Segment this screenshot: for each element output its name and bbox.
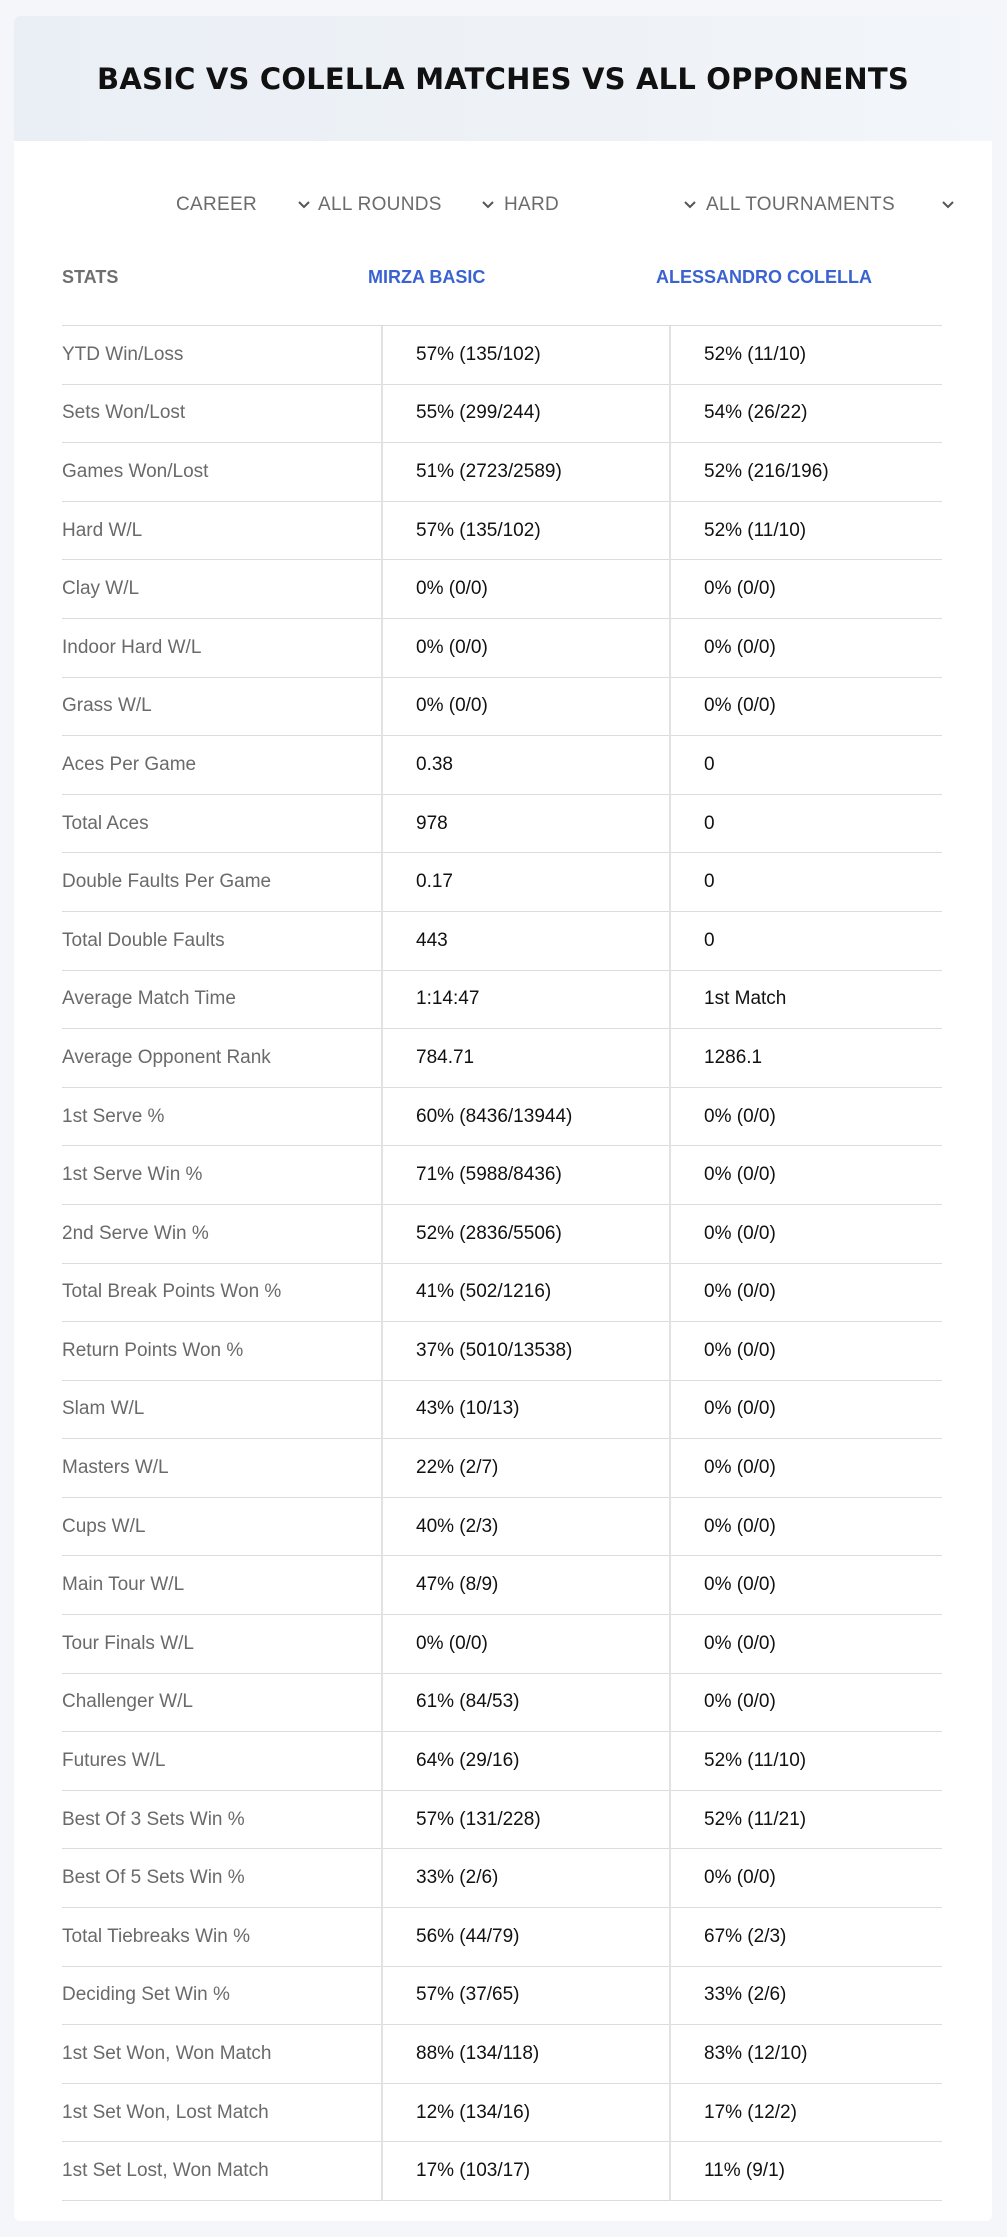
stat-label: Best Of 3 Sets Win % bbox=[62, 1808, 245, 1830]
stat-label: Tour Finals W/L bbox=[62, 1632, 194, 1654]
chevron-down-icon bbox=[682, 197, 698, 213]
stat-label: 1st Set Won, Won Match bbox=[62, 2043, 272, 2065]
stat-label: Return Points Won % bbox=[62, 1339, 244, 1361]
player1-value: 978 bbox=[416, 812, 448, 834]
stat-label: Aces Per Game bbox=[62, 753, 197, 775]
table-row bbox=[62, 1264, 942, 1323]
player1-value: 60% (8436/13944) bbox=[416, 1105, 573, 1127]
surface-select-label: HARD bbox=[504, 194, 560, 215]
table-row bbox=[62, 1849, 942, 1908]
player2-value: 17% (12/2) bbox=[704, 2101, 797, 2123]
player1-value: 57% (131/228) bbox=[416, 1808, 541, 1830]
table-row bbox=[62, 971, 942, 1030]
table-row bbox=[62, 1205, 942, 1264]
player2-value: 0 bbox=[704, 929, 715, 951]
player1-value: 12% (134/16) bbox=[416, 2101, 531, 2123]
player2-value: 67% (2/3) bbox=[704, 1925, 787, 1947]
player1-value: 17% (103/17) bbox=[416, 2160, 531, 2182]
table-row bbox=[62, 1029, 942, 1088]
stat-label: Indoor Hard W/L bbox=[62, 636, 202, 658]
card-header bbox=[14, 16, 992, 141]
player1-value: 443 bbox=[416, 929, 448, 951]
player1-value: 88% (134/118) bbox=[416, 2043, 540, 2065]
player2-value: 83% (12/10) bbox=[704, 2043, 808, 2065]
chevron-down-icon bbox=[940, 197, 956, 213]
player1-value: 22% (2/7) bbox=[416, 1457, 499, 1479]
player1-value: 37% (5010/13538) bbox=[416, 1339, 573, 1361]
player1-value: 0% (0/0) bbox=[416, 1632, 488, 1654]
player2-value: 0% (0/0) bbox=[704, 1339, 776, 1361]
stats-table bbox=[62, 244, 942, 2201]
player2-link[interactable]: ALESSANDRO COLELLA bbox=[656, 267, 872, 287]
stat-label: Main Tour W/L bbox=[62, 1574, 185, 1596]
page-title: BASIC VS COLELLA MATCHES VS ALL OPPONENTS bbox=[97, 61, 909, 96]
stat-label: 1st Serve % bbox=[62, 1105, 165, 1127]
table-row bbox=[62, 2142, 942, 2201]
table-row bbox=[62, 1674, 942, 1733]
player2-value: 0% (0/0) bbox=[704, 1632, 776, 1654]
player2-value: 0% (0/0) bbox=[704, 1691, 776, 1713]
table-row bbox=[62, 1908, 942, 1967]
player1-value: 57% (135/102) bbox=[416, 343, 541, 365]
player2-value: 0% (0/0) bbox=[704, 578, 776, 600]
stats-card bbox=[14, 16, 992, 2221]
player2-value: 0% (0/0) bbox=[704, 1164, 776, 1186]
table-row bbox=[62, 912, 942, 971]
player1-value: 1:14:47 bbox=[416, 988, 480, 1010]
stat-label: Challenger W/L bbox=[62, 1691, 193, 1713]
chevron-down-icon bbox=[480, 197, 496, 213]
table-row bbox=[62, 1322, 942, 1381]
player1-value: 43% (10/13) bbox=[416, 1398, 520, 1420]
table-row bbox=[62, 2025, 942, 2084]
table-row bbox=[62, 1732, 942, 1791]
stat-label: Sets Won/Lost bbox=[62, 402, 186, 424]
stat-label: Double Faults Per Game bbox=[62, 871, 272, 893]
table-row bbox=[62, 560, 942, 619]
stat-label: Average Match Time bbox=[62, 988, 236, 1010]
stat-label: YTD Win/Loss bbox=[62, 343, 184, 365]
table-row bbox=[62, 443, 942, 502]
stat-label: Clay W/L bbox=[62, 578, 140, 600]
player2-value: 0% (0/0) bbox=[704, 1105, 776, 1127]
rounds-select-label: ALL ROUNDS bbox=[318, 194, 442, 215]
player2-value: 1st Match bbox=[704, 988, 787, 1010]
stat-label: Deciding Set Win % bbox=[62, 1984, 230, 2006]
stat-label: 1st Set Lost, Won Match bbox=[62, 2160, 269, 2182]
stat-label: Slam W/L bbox=[62, 1398, 145, 1420]
stat-label: Total Tiebreaks Win % bbox=[62, 1925, 250, 1947]
player2-value: 52% (11/10) bbox=[704, 343, 807, 365]
player1-value: 57% (135/102) bbox=[416, 519, 541, 541]
table-row bbox=[62, 2084, 942, 2143]
player2-value: 0 bbox=[704, 812, 715, 834]
player1-value: 33% (2/6) bbox=[416, 1867, 499, 1889]
player1-value: 52% (2836/5506) bbox=[416, 1222, 562, 1244]
player1-value: 40% (2/3) bbox=[416, 1515, 499, 1537]
table-header bbox=[62, 244, 942, 326]
stat-label: Average Opponent Rank bbox=[62, 1046, 271, 1068]
player1-link[interactable]: MIRZA BASIC bbox=[368, 267, 486, 287]
player2-value: 0% (0/0) bbox=[704, 1398, 776, 1420]
player2-value: 0 bbox=[704, 753, 715, 775]
column-header-stats: STATS bbox=[62, 267, 119, 287]
player2-value: 0% (0/0) bbox=[704, 1281, 776, 1303]
stat-label: Cups W/L bbox=[62, 1515, 146, 1537]
player1-value: 61% (84/53) bbox=[416, 1691, 520, 1713]
player2-value: 52% (11/10) bbox=[704, 1750, 807, 1772]
table-row bbox=[62, 678, 942, 737]
table-body bbox=[62, 326, 942, 2201]
player2-value: 0% (0/0) bbox=[704, 1515, 776, 1537]
chevron-down-icon bbox=[296, 197, 312, 213]
player2-value: 52% (216/196) bbox=[704, 460, 829, 482]
table-row bbox=[62, 385, 942, 444]
table-row bbox=[62, 1967, 942, 2026]
table-row bbox=[62, 1146, 942, 1205]
table-row bbox=[62, 1381, 942, 1440]
tournaments-select-label: ALL TOURNAMENTS bbox=[706, 194, 895, 215]
player2-value: 0 bbox=[704, 871, 715, 893]
player2-value: 0% (0/0) bbox=[704, 1867, 776, 1889]
player2-value: 1286.1 bbox=[704, 1046, 763, 1068]
player1-value: 56% (44/79) bbox=[416, 1925, 520, 1947]
stat-label: 2nd Serve Win % bbox=[62, 1222, 209, 1244]
player1-value: 51% (2723/2589) bbox=[416, 460, 562, 482]
filter-bar bbox=[14, 188, 992, 222]
table-row bbox=[62, 1791, 942, 1850]
player1-value: 0% (0/0) bbox=[416, 578, 488, 600]
stat-label: Total Break Points Won % bbox=[62, 1281, 282, 1303]
table-row bbox=[62, 1556, 942, 1615]
column-divider bbox=[381, 326, 383, 2201]
table-row bbox=[62, 1615, 942, 1674]
player1-value: 784.71 bbox=[416, 1046, 475, 1068]
table-row bbox=[62, 736, 942, 795]
stat-label: Hard W/L bbox=[62, 519, 143, 541]
player2-value: 11% (9/1) bbox=[704, 2160, 785, 2182]
table-row bbox=[62, 619, 942, 678]
player1-value: 71% (5988/8436) bbox=[416, 1164, 562, 1186]
player2-value: 54% (26/22) bbox=[704, 402, 808, 424]
player1-value: 0.38 bbox=[416, 753, 453, 775]
player2-value: 0% (0/0) bbox=[704, 1574, 776, 1596]
stat-label: Masters W/L bbox=[62, 1457, 169, 1479]
stat-label: Games Won/Lost bbox=[62, 460, 209, 482]
table-row bbox=[62, 326, 942, 385]
player1-value: 64% (29/16) bbox=[416, 1750, 520, 1772]
player2-value: 33% (2/6) bbox=[704, 1984, 787, 2006]
tournaments-select[interactable] bbox=[706, 188, 956, 222]
player2-value: 0% (0/0) bbox=[704, 1222, 776, 1244]
period-select-label: CAREER bbox=[176, 194, 257, 215]
column-divider bbox=[669, 326, 671, 2201]
stat-label: Grass W/L bbox=[62, 695, 152, 717]
player2-value: 0% (0/0) bbox=[704, 636, 776, 658]
table-row bbox=[62, 795, 942, 854]
table-row bbox=[62, 502, 942, 561]
player2-value: 0% (0/0) bbox=[704, 695, 776, 717]
player2-value: 0% (0/0) bbox=[704, 1457, 776, 1479]
stat-label: Total Double Faults bbox=[62, 929, 225, 951]
player1-value: 0% (0/0) bbox=[416, 636, 488, 658]
player2-value: 52% (11/10) bbox=[704, 519, 807, 541]
player1-value: 47% (8/9) bbox=[416, 1574, 499, 1596]
table-row bbox=[62, 1498, 942, 1557]
player1-value: 57% (37/65) bbox=[416, 1984, 520, 2006]
table-row bbox=[62, 853, 942, 912]
period-select[interactable] bbox=[176, 188, 312, 222]
player2-value: 52% (11/21) bbox=[704, 1808, 807, 1830]
player1-value: 0.17 bbox=[416, 871, 453, 893]
stat-label: Futures W/L bbox=[62, 1750, 166, 1772]
player1-value: 0% (0/0) bbox=[416, 695, 488, 717]
table-row bbox=[62, 1439, 942, 1498]
rounds-select[interactable] bbox=[318, 188, 496, 222]
player1-value: 41% (502/1216) bbox=[416, 1281, 552, 1303]
stat-label: 1st Serve Win % bbox=[62, 1164, 203, 1186]
stat-label: Best Of 5 Sets Win % bbox=[62, 1867, 245, 1889]
stat-label: 1st Set Won, Lost Match bbox=[62, 2101, 269, 2123]
surface-select[interactable] bbox=[504, 188, 698, 222]
stat-label: Total Aces bbox=[62, 812, 149, 834]
player1-value: 55% (299/244) bbox=[416, 402, 541, 424]
table-row bbox=[62, 1088, 942, 1147]
